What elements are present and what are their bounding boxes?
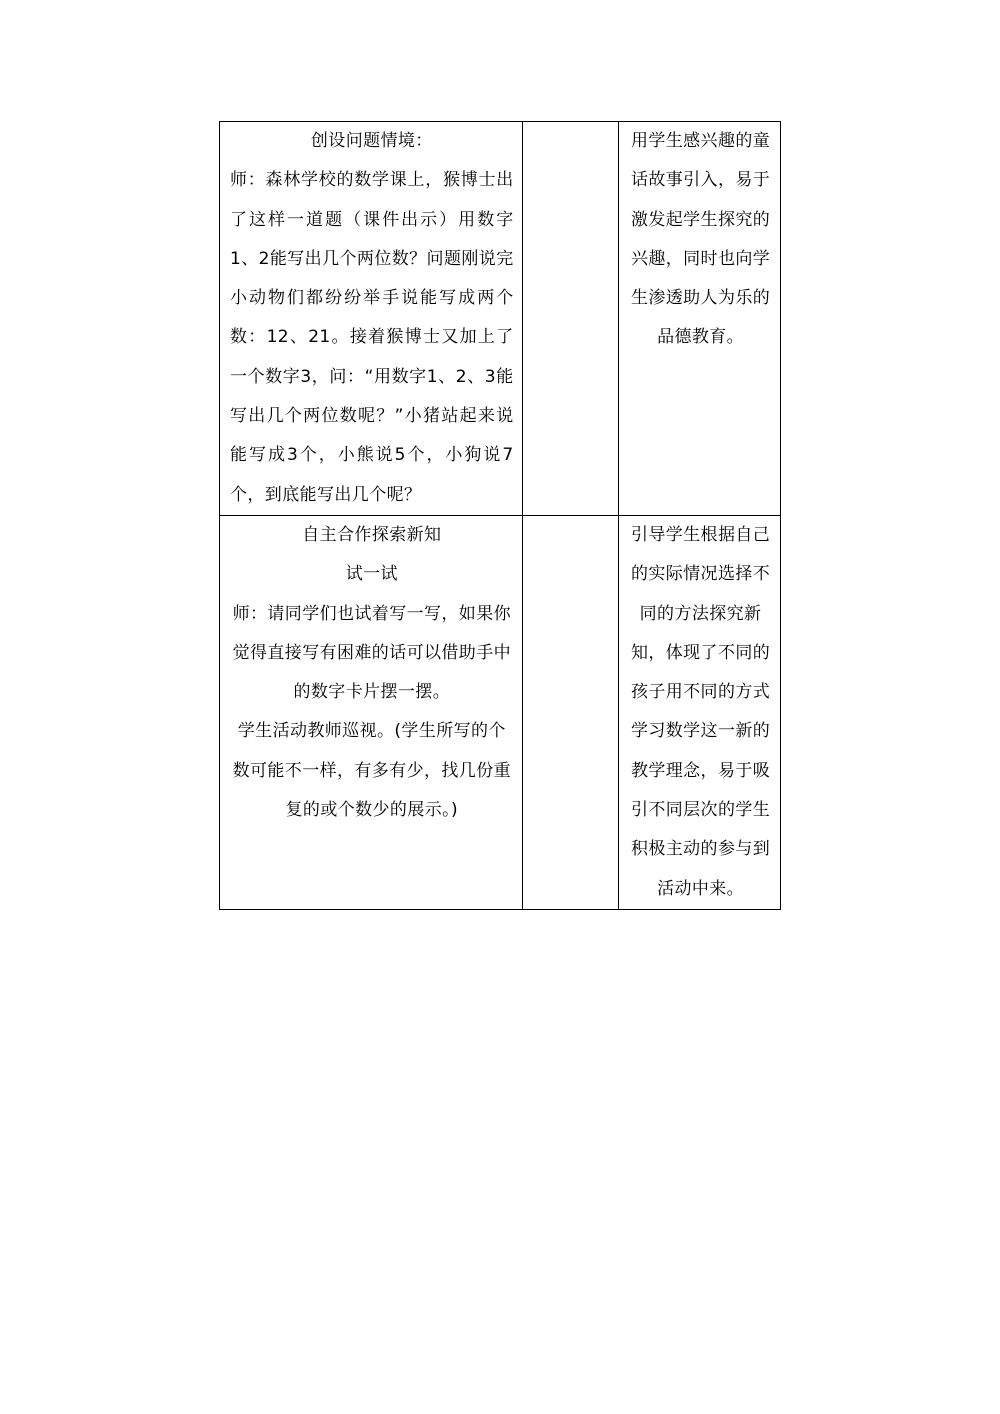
process-cell <box>220 122 523 516</box>
table-row <box>220 515 781 909</box>
middle-cell <box>522 122 619 516</box>
design-intent-text: 引导学生根据自己的实际情况选择不同的方法探究新知，体现了不同的孩子用不同的方式学习数学这一新的教学理念，易于吸引不同层次的学生积极主动的参与到活动中来。 <box>630 524 771 899</box>
process-cell <box>220 515 523 909</box>
table-row <box>220 122 781 516</box>
section-heading: 创设问题情境： <box>310 131 433 151</box>
design-intent-text: 用学生感兴趣的童话故事引入，易于激发起学生探究的兴趣，同时也向学生渗透助人为乐的品德教育。 <box>630 131 771 348</box>
section-paragraph: 师：森林学校的数学课上，猴博士出了这样一道题（课件出示）用数字1、2能写出几个两位数？问题刚说完小动物们都纷纷举手说能写成两个数：12、21。接着猴博士又加上了一个数字3，问：“用数字1、2、3能写出几个两位数呢？”小猪站起来说能写成3个，小熊说5个，小狗说7个，到底能写出几个呢？ <box>230 170 514 505</box>
middle-cell <box>522 515 619 909</box>
section-paragraph: 学生活动教师巡视。(学生所写的个数可能不一样，有多有少，找几份重复的或个数少的展示。) <box>232 721 511 821</box>
section-subheading: 试一试 <box>345 564 398 585</box>
lesson-plan-table <box>219 121 781 910</box>
intent-cell <box>619 515 781 909</box>
section-paragraph: 师：请同学们也试着写一写，如果你觉得直接写有困难的话可以借助手中的数字卡片摆一摆。 <box>232 603 511 703</box>
section-heading: 自主合作探索新知 <box>302 524 442 545</box>
intent-cell <box>619 122 781 516</box>
